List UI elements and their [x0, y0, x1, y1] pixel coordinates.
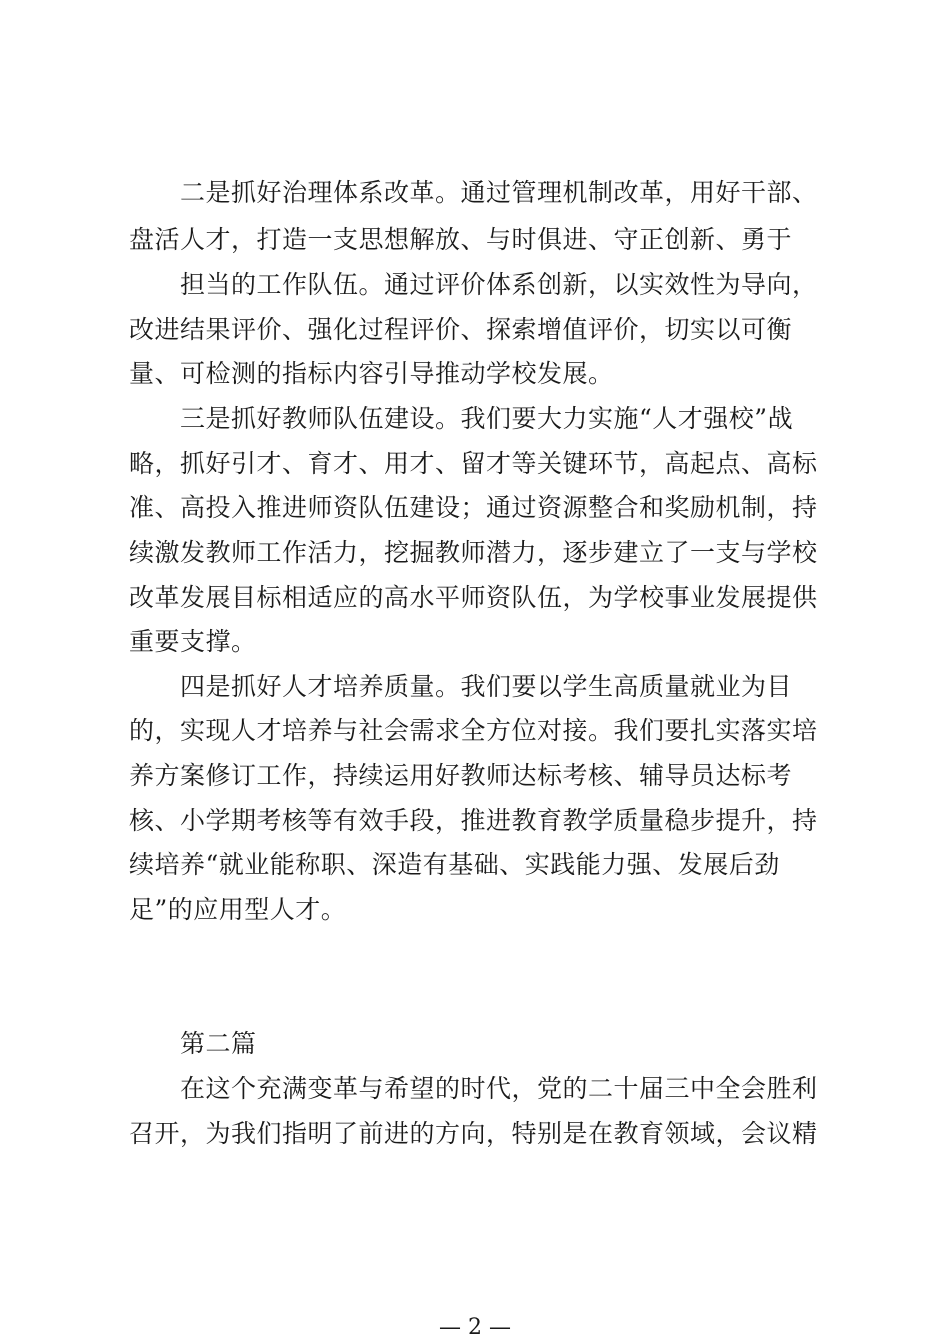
text-line: 量、可检测的指标内容引导推动学校发展。	[129, 359, 614, 388]
text-line: 足”的应用型人才。	[129, 895, 347, 924]
text-line: 准、高投入推进师资队伍建设；通过资源整合和奖励机制，持	[129, 493, 818, 522]
text-line: 的，实现人才培养与社会需求全方位对接。我们要扎实落实培	[129, 716, 818, 745]
text-line: 盘活人才，打造一支思想解放、与时俱进、守正创新、勇于	[129, 225, 793, 254]
text-line: 改革发展目标相适应的高水平师资队伍，为学校事业发展提供	[129, 583, 818, 612]
text-line: 略，抓好引才、育才、用才、留才等关键环节，高起点、高标	[129, 449, 818, 478]
text-line: 召开，为我们指明了前进的方向，特别是在教育领域，会议精	[129, 1119, 818, 1148]
text-line: 续培养“就业能称职、深造有基础、实践能力强、发展后劲	[129, 850, 780, 879]
text-line: 核、小学期考核等有效手段，推进教育教学质量稳步提升，持	[129, 806, 818, 835]
text-line: 二是抓好治理体系改革。通过管理机制改革，用好干部、	[180, 178, 818, 207]
text-line: 重要支撑。	[129, 627, 257, 656]
section-heading: 第二篇	[180, 1029, 257, 1058]
text-line: 在这个充满变革与希望的时代，党的二十届三中全会胜利	[180, 1074, 818, 1103]
text-line: 三是抓好教师队伍建设。我们要大力实施“人才强校”战	[180, 404, 794, 433]
text-line: 养方案修订工作，持续运用好教师达标考核、辅导员达标考	[129, 761, 793, 790]
text-line: 担当的工作队伍。通过评价体系创新，以实效性为导向，	[180, 270, 818, 299]
text-line: 改进结果评价、强化过程评价、探索增值评价，切实以可衡	[129, 315, 793, 344]
page-number: — 2 —	[439, 1315, 511, 1340]
text-line: 续激发教师工作活力，挖掘教师潜力，逐步建立了一支与学校	[129, 538, 818, 567]
text-line: 四是抓好人才培养质量。我们要以学生高质量就业为目	[180, 672, 793, 701]
